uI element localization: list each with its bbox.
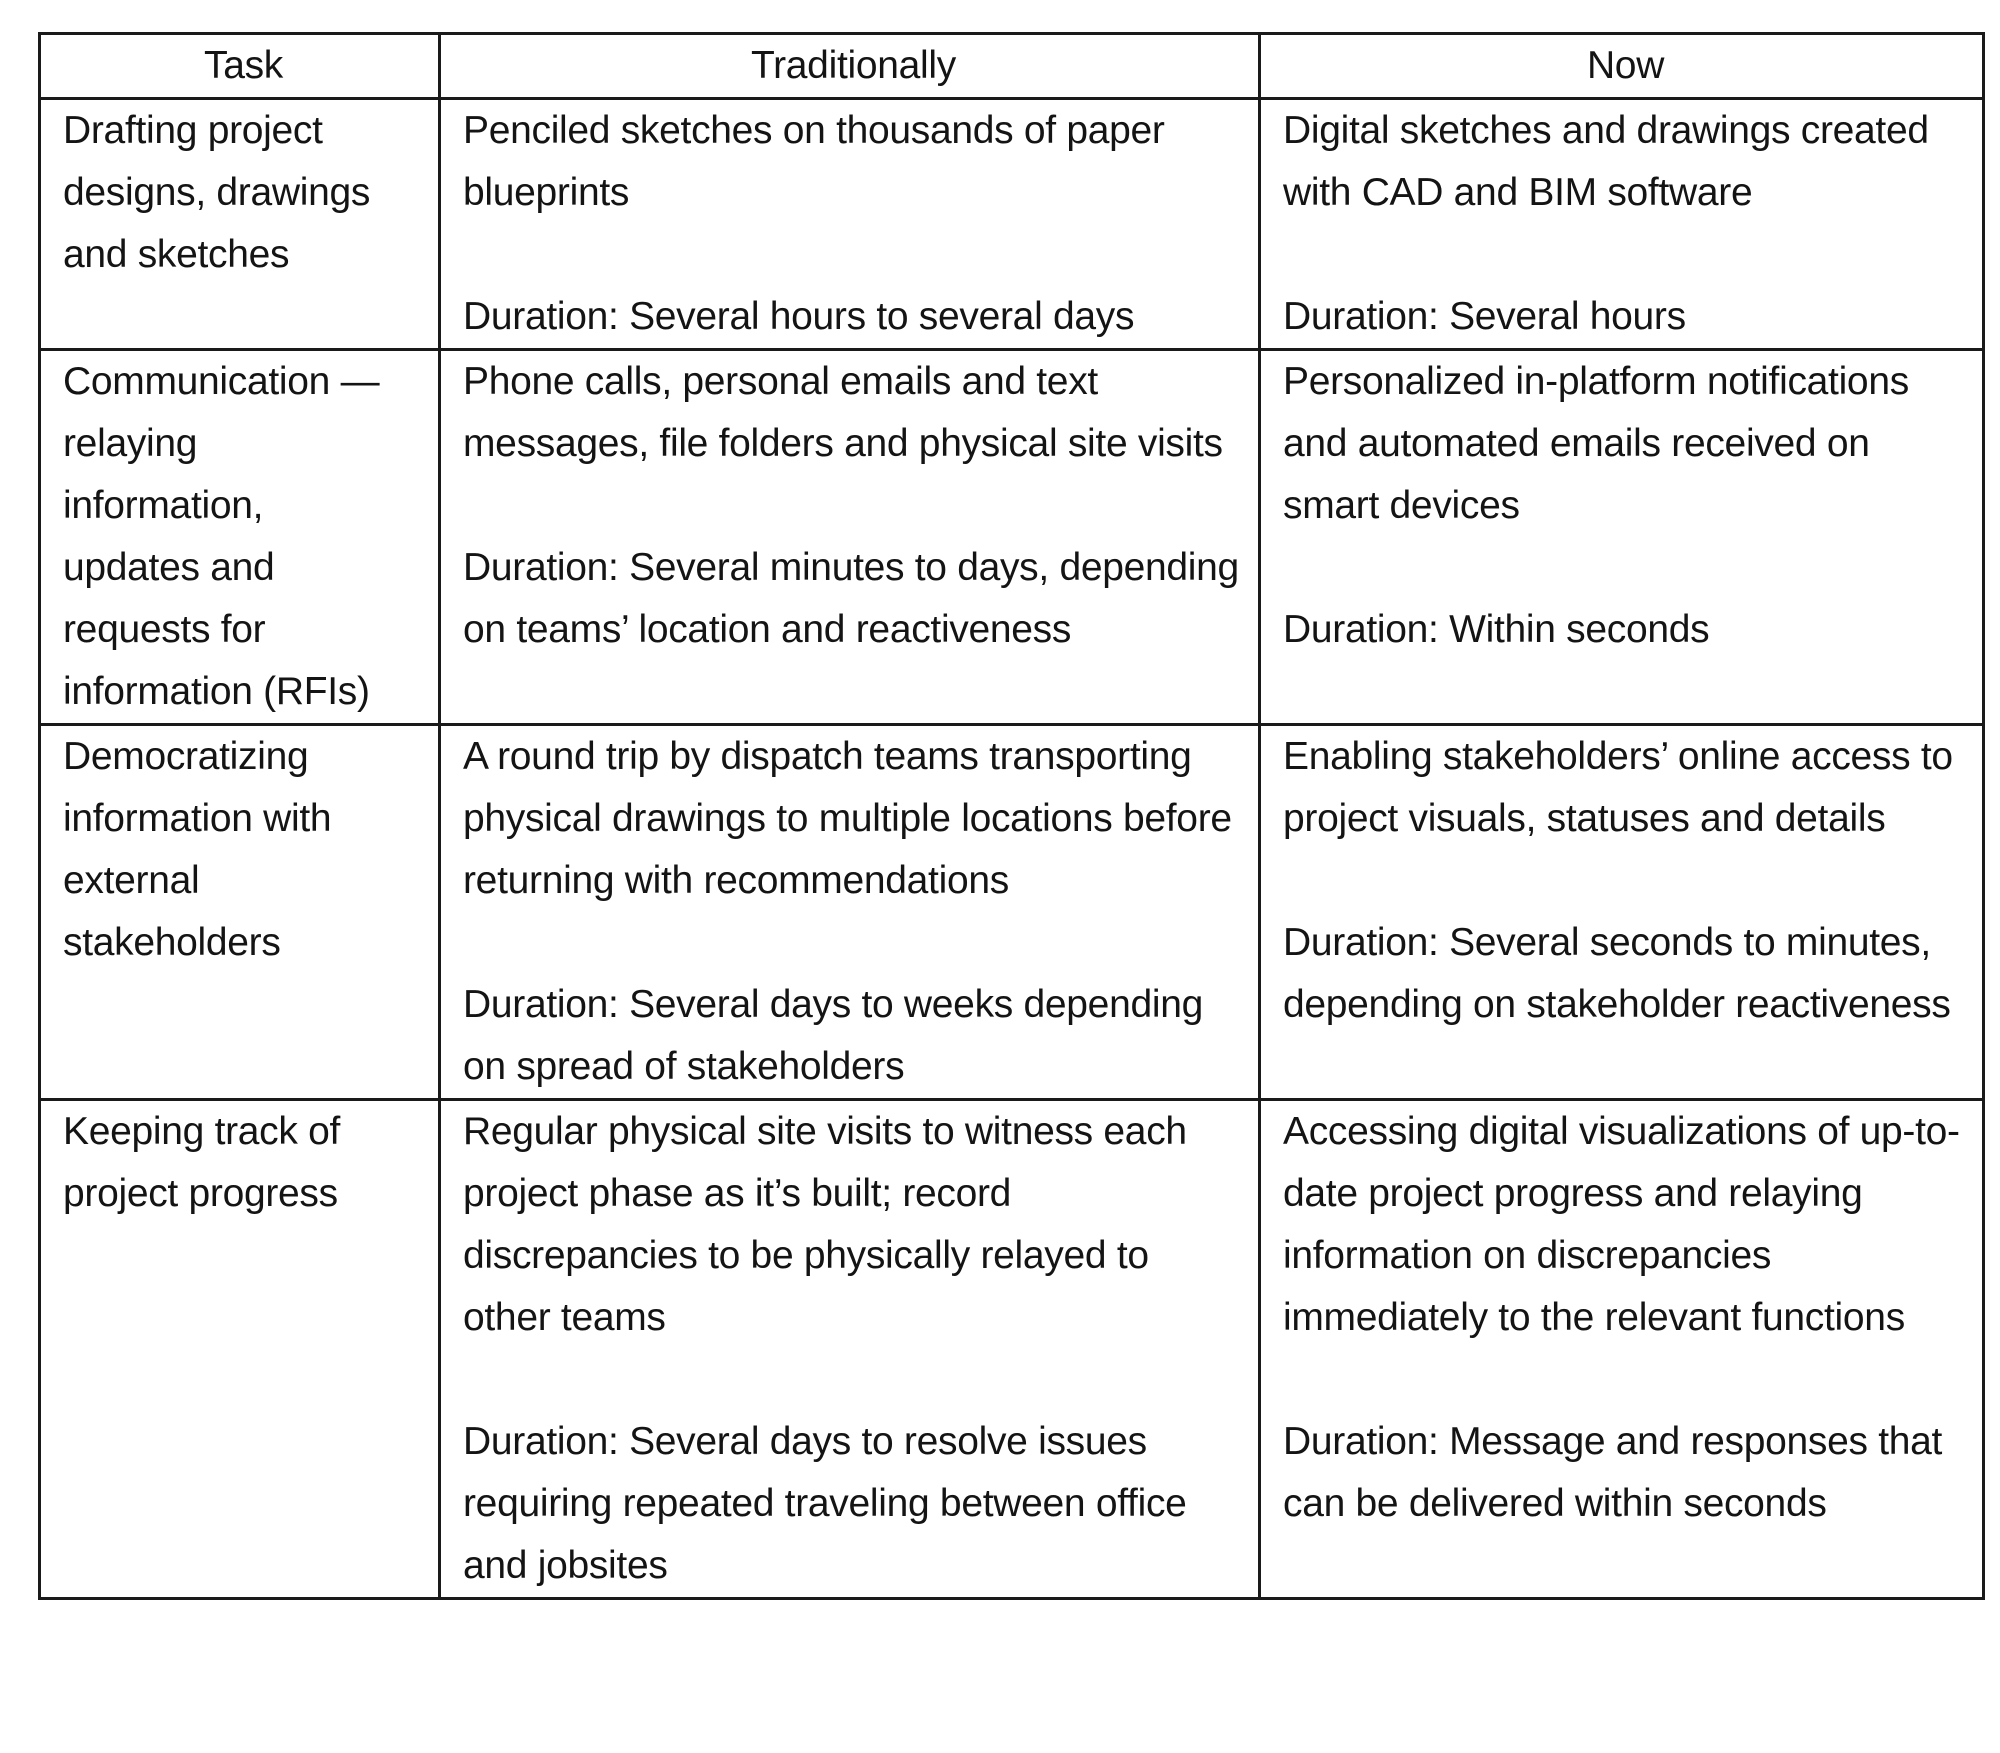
now-duration: Duration: Message and responses that can be delivered within seconds: [1283, 1420, 1943, 1525]
traditionally-description: Penciled sketches on thousands of paper blueprints: [463, 109, 1165, 214]
table-row: [40, 725, 1984, 1100]
traditionally-description: A round trip by dispatch teams transporting physical drawings to multiple locations before returning with recommendations: [463, 735, 1232, 902]
comparison-table: [38, 32, 1985, 1600]
now-description: Accessing digital visualizations of up-to-date project progress and relaying information on discrepancies immediately to the relevant functions: [1283, 1110, 1960, 1339]
now-duration: Duration: Several hours: [1283, 295, 1686, 338]
now-description: Enabling stakeholders’ online access to project visuals, statuses and details: [1283, 735, 1953, 840]
traditionally-description: Phone calls, personal emails and text messages, file folders and physical site visits: [463, 360, 1223, 465]
header-traditionally: Traditionally: [440, 34, 1260, 99]
now-description: Personalized in-platform notifications and automated emails received on smart devices: [1283, 360, 1909, 527]
now-duration: Duration: Several seconds to minutes, depending on stakeholder reactiveness: [1283, 921, 1951, 1026]
now-cell: [1260, 350, 1984, 725]
traditionally-duration: Duration: Several hours to several days: [463, 295, 1135, 338]
now-cell: [1260, 1100, 1984, 1599]
table-row: [40, 350, 1984, 725]
task-cell: [40, 99, 440, 350]
table-row: [40, 99, 1984, 350]
traditionally-cell: [440, 725, 1260, 1100]
comparison-table-container: [38, 32, 1982, 1600]
now-cell: [1260, 725, 1984, 1100]
task-label: Communication — relaying information, updates and requests for information (RFIs): [63, 360, 380, 713]
header-now: Now: [1260, 34, 1984, 99]
header-row: [40, 34, 1984, 99]
now-duration: Duration: Within seconds: [1283, 608, 1710, 651]
traditionally-duration: Duration: Several minutes to days, depending on teams’ location and reactiveness: [463, 546, 1239, 651]
now-description: Digital sketches and drawings created with CAD and BIM software: [1283, 109, 1929, 214]
table-row: [40, 1100, 1984, 1599]
now-cell: [1260, 99, 1984, 350]
task-cell: [40, 1100, 440, 1599]
task-label: Keeping track of project progress: [63, 1110, 341, 1215]
traditionally-duration: Duration: Several days to weeks depending on spread of stakeholders: [463, 983, 1203, 1088]
traditionally-cell: [440, 350, 1260, 725]
traditionally-description: Regular physical site visits to witness each project phase as it’s built; record discrepancies to be physically relayed to other teams: [463, 1110, 1187, 1339]
task-cell: [40, 350, 440, 725]
task-cell: [40, 725, 440, 1100]
traditionally-duration: Duration: Several days to resolve issues requiring repeated traveling between office and jobsites: [463, 1420, 1187, 1587]
header-task: Task: [40, 34, 440, 99]
task-label: Democratizing information with external stakeholders: [63, 735, 332, 964]
traditionally-cell: [440, 1100, 1260, 1599]
task-label: Drafting project designs, drawings and sketches: [63, 109, 371, 276]
traditionally-cell: [440, 99, 1260, 350]
